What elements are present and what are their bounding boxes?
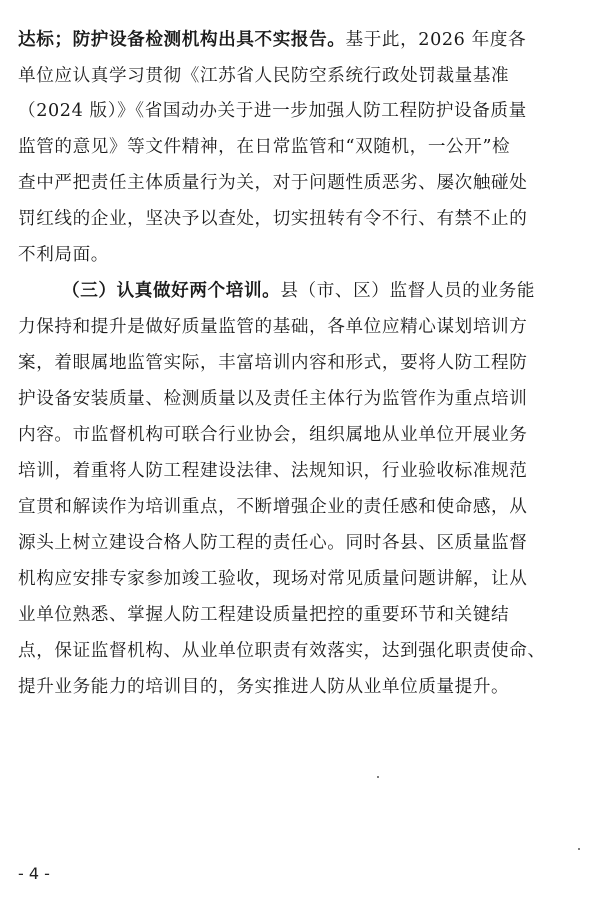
paragraph-2-line: 护设备安装质量、检测质量以及责任主体行为监管作为重点培训 <box>18 389 528 409</box>
paragraph-2-line: 宣贯和解读作为培训重点，不断增强企业的责任感和使命感，从 <box>18 497 528 517</box>
paragraph-1-line: 不利局面。 <box>18 245 109 265</box>
paragraph-1-line: 监管的意见》等文件精神，在日常监管和“双随机，一公开”检 <box>18 137 511 157</box>
paragraph-1-line: 罚红线的企业，坚决予以查处，切实扭转有令不行、有禁不止的 <box>18 209 528 229</box>
paragraph-1-line-1 <box>18 27 578 53</box>
paragraph-2-line: 点，保证监督机构、从业单位职责有效落实，达到强化职责使命、 <box>18 641 546 661</box>
paragraph-1-bold-text: 达标；防护设备检测机构出具不实报告。 <box>18 29 346 50</box>
paragraph-2-line: 提升业务能力的培训目的，务实推进人防从业单位质量提升。 <box>18 677 510 697</box>
paragraph-2-line: 力保持和提升是做好质量监管的基础，各单位应精心谋划培训方 <box>18 317 528 337</box>
paragraph-1-line: 查中严把责任主体质量行为关，对于问题性质恶劣、屡次触碰处 <box>18 173 528 193</box>
paragraph-2-line: 培训，着重将人防工程建设法律、法规知识，行业验收标准规范 <box>18 461 528 481</box>
paragraph-2-line: 业单位熟悉、掌握人防工程建设质量把控的重要环节和关键结 <box>18 605 510 625</box>
page-number: - 4 - <box>18 864 50 883</box>
section-heading: （三）认真做好两个培训。 <box>62 280 281 301</box>
paragraph-1-line: 单位应认真学习贯彻《江苏省人民防空系统行政处罚裁量基准 <box>18 66 510 86</box>
paragraph-1-line-1-text: 基于此，2026 年度各 <box>345 30 527 50</box>
paragraph-1-line: （2024 版）》《省国动办关于进一步加强人防工程防护设备质量 <box>18 101 527 121</box>
scan-speck <box>578 848 580 850</box>
paragraph-2-line: 案，着眼属地监管实际，丰富培训内容和形式，要将人防工程防 <box>18 353 528 373</box>
paragraph-2-line: 源头上树立建设合格人防工程的责任心。同时各县、区质量监督 <box>18 533 528 553</box>
paragraph-2-line: 机构应安排专家参加竣工验收，现场对常见质量问题讲解，让从 <box>18 569 528 589</box>
paragraph-2-line: 内容。市监督机构可联合行业协会，组织属地从业单位开展业务 <box>18 425 528 445</box>
scan-speck <box>377 776 379 778</box>
paragraph-2-line-1-text: 县（市、区）监督人员的业务能 <box>280 281 536 301</box>
paragraph-2-line-1 <box>62 278 582 304</box>
